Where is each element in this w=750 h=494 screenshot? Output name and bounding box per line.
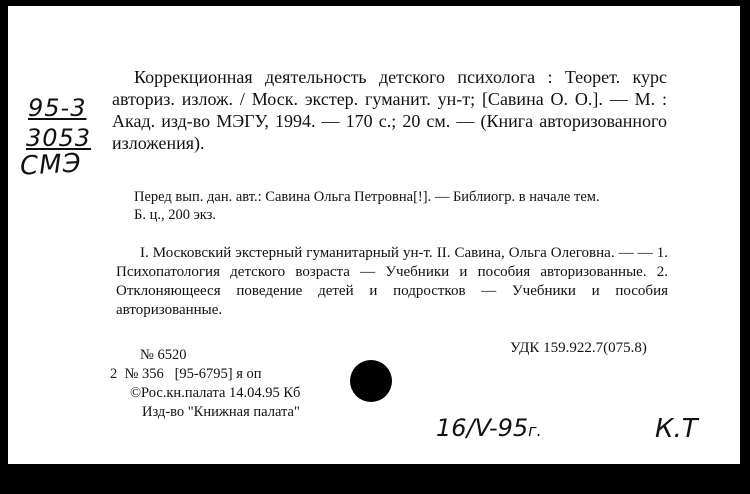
scan-border-bottom <box>0 464 750 494</box>
colophon-line-3: ©Рос.кн.палата 14.04.95 Кб <box>130 385 301 401</box>
bibliographic-entry <box>112 66 667 154</box>
handwritten-call-number-3: СМЭ <box>19 148 83 182</box>
note-author: Перед вып. дан. авт.: Савина Ольга Петровна[!]. — Библиогр. в начале тем. <box>134 189 600 205</box>
scan-border-right <box>740 0 750 494</box>
handwritten-date-suffix: г. <box>528 421 542 440</box>
handwritten-call-number-1: 95-3 <box>28 94 87 122</box>
colophon-line-1: № 6520 <box>140 347 187 363</box>
title-entry: Коррекционная деятельность детского психолога : Теорет. курс авториз. излож. / Моск. экстер. гуманит. ун-т; [Савина О. О.]. — М. : Акад. изд-во МЭГУ, 1994. — 170 с.; 20 см. — (Книга авторизованного изложения). <box>112 67 667 153</box>
ink-blot <box>350 360 392 402</box>
colophon-line-4: Изд-во "Книжная палата" <box>142 404 300 420</box>
handwritten-call-number-2: 3053 <box>26 124 92 152</box>
scan-border-left <box>0 0 8 494</box>
handwritten-initials: К.Т <box>655 414 698 444</box>
handwritten-date <box>436 414 542 442</box>
notes-block <box>112 188 667 224</box>
colophon <box>110 346 301 422</box>
subject-headings <box>116 244 668 320</box>
subject-text: I. Московский экстерный гуманитарный ун-т. II. Савина, Ольга Олеговна. — — 1. Психопатология детского возраста — Учебники и пособия авторизованные. 2. Отклоняющееся поведение детей и подростков — Учебники и пособия авторизованные. <box>116 245 668 318</box>
note-price: Б. ц., 200 экз. <box>134 207 217 223</box>
colophon-line-2: 2 № 356 [95-6795] я оп <box>110 366 262 382</box>
udk-classification: УДК 159.922.7(075.8) <box>510 340 647 356</box>
handwritten-date-value: 16/V-95 <box>436 414 529 442</box>
